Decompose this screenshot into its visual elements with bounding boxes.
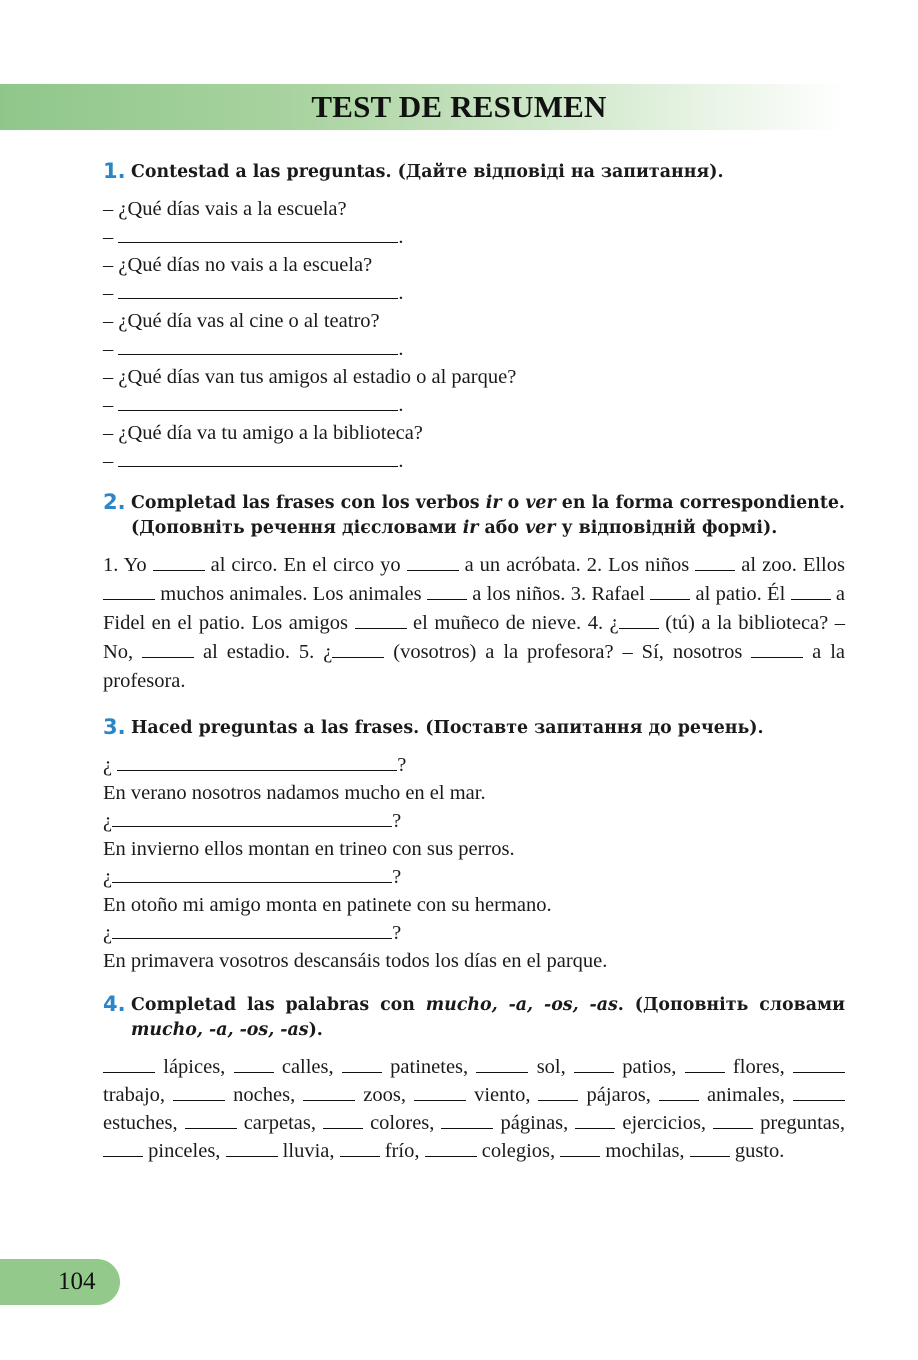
answer-suffix: .	[398, 394, 404, 416]
text: al zoo. Ellos	[735, 554, 845, 576]
gap-blank[interactable]	[226, 1138, 278, 1157]
answer-prefix: –	[103, 282, 114, 304]
sentence-4: En primavera vosotros descansáis todos los días en el parque.	[103, 950, 608, 972]
gap-blank[interactable]	[340, 1138, 380, 1157]
question-line-3	[103, 863, 845, 891]
task-2-number: 2.	[103, 490, 126, 514]
gap-blank[interactable]	[575, 1110, 615, 1129]
task-4-text-b: . (Доповніть словами	[617, 995, 846, 1015]
word: páginas,	[493, 1112, 576, 1134]
task-2-text-d: або	[478, 518, 526, 538]
answer-line-2	[103, 279, 845, 307]
question-2: – ¿Qué días no vais a la escuela?	[103, 254, 373, 276]
answer-blank[interactable]	[118, 336, 398, 355]
text: al estadio. 5. ¿	[194, 641, 333, 663]
word: flores,	[724, 1056, 793, 1078]
task-3-list	[103, 751, 845, 975]
word-forms: mucho, -a, -os, -as	[131, 1020, 309, 1040]
answer-line-3	[103, 335, 845, 363]
gap-blank[interactable]	[342, 1054, 382, 1073]
q-open: ¿	[103, 810, 113, 832]
gap-blank[interactable]	[793, 1054, 845, 1073]
answer-prefix: –	[103, 338, 114, 360]
text: 1. Yo	[103, 554, 153, 576]
word: mochilas,	[600, 1140, 690, 1162]
gap-blank[interactable]	[695, 552, 735, 571]
word: sol,	[528, 1056, 575, 1078]
gap-blank[interactable]	[303, 1082, 355, 1101]
task-4-text-c: ).	[308, 1020, 323, 1040]
gap-blank[interactable]	[685, 1054, 725, 1073]
gap-blank[interactable]	[323, 1110, 363, 1129]
q-open: ¿	[103, 754, 113, 776]
gap-blank[interactable]	[659, 1082, 699, 1101]
page-title: TEST DE RESUMEN	[311, 89, 607, 124]
worksheet-content	[103, 160, 845, 1165]
word: frío,	[379, 1140, 425, 1162]
q-close: ?	[392, 866, 402, 888]
question-4: – ¿Qué días van tus amigos al estadio o al parque?	[103, 366, 517, 388]
word: zoos,	[355, 1084, 415, 1106]
gap-blank[interactable]	[427, 581, 467, 600]
gap-blank[interactable]	[425, 1138, 477, 1157]
gap-blank[interactable]	[332, 639, 384, 658]
q-close: ?	[392, 922, 402, 944]
gap-blank[interactable]	[793, 1082, 845, 1101]
task-4-paragraph	[103, 1053, 845, 1165]
word: patios,	[614, 1056, 685, 1078]
word: estuches,	[103, 1112, 185, 1134]
task-2-text-e: у відповідній формі).	[555, 518, 778, 538]
word: lápices,	[155, 1056, 234, 1078]
answer-blank[interactable]	[118, 224, 398, 243]
gap-blank[interactable]	[153, 552, 205, 571]
gap-blank[interactable]	[751, 639, 803, 658]
word: carpetas,	[236, 1112, 324, 1134]
task-2-text-c: en la forma correspondiente. (Доповніть речення дієсловами	[131, 493, 845, 538]
answer-prefix: –	[103, 394, 114, 416]
text: (tú) a la biblioteca? – No,	[103, 612, 846, 663]
word: gusto.	[729, 1140, 785, 1162]
answer-blank[interactable]	[118, 448, 398, 467]
verb-ver: ver	[525, 518, 556, 538]
gap-blank[interactable]	[650, 581, 690, 600]
gap-blank[interactable]	[574, 1054, 614, 1073]
text: el muñeco de nieve. 4. ¿	[406, 612, 619, 634]
word: colores,	[363, 1112, 442, 1134]
task-2-instruction	[103, 491, 845, 541]
question-blank[interactable]	[117, 752, 397, 771]
answer-line-5	[103, 447, 845, 475]
gap-blank[interactable]	[142, 639, 194, 658]
gap-blank[interactable]	[791, 581, 831, 600]
answer-prefix: –	[103, 226, 114, 248]
task-1-text: Contestad a las preguntas. (Дайте відповіді на запитання).	[131, 162, 724, 182]
question-blank[interactable]	[112, 864, 392, 883]
text: al patio. Él	[690, 583, 791, 605]
task-1-number: 1.	[103, 159, 126, 183]
text: a los niños. 3. Rafael	[466, 583, 651, 605]
task-2-paragraph	[103, 551, 845, 696]
word: ejercicios,	[615, 1112, 714, 1134]
text: a Fidel en el patio. Los amigos	[103, 583, 845, 634]
task-3-text: Haced preguntas a las frases. (Поставте запитання до речень).	[131, 718, 764, 738]
verb-ver: ver	[525, 493, 556, 513]
task-3-number: 3.	[103, 715, 126, 739]
page-number: 104	[58, 1268, 96, 1295]
answer-suffix: .	[398, 226, 404, 248]
task-1-qa-list	[103, 195, 845, 475]
gap-blank[interactable]	[476, 1054, 528, 1073]
text: a la profesora.	[103, 641, 845, 692]
word: lluvia,	[277, 1140, 340, 1162]
question-line-1	[103, 751, 845, 779]
q-close: ?	[392, 810, 402, 832]
q-open: ¿	[103, 922, 113, 944]
word: animales,	[698, 1084, 793, 1106]
q-open: ¿	[103, 866, 113, 888]
gap-blank[interactable]	[173, 1082, 225, 1101]
gap-blank[interactable]	[538, 1082, 578, 1101]
text: a un acróbata. 2. Los niños	[458, 554, 696, 576]
gap-blank[interactable]	[619, 610, 659, 629]
gap-blank[interactable]	[103, 581, 155, 600]
word: pájaros,	[578, 1084, 659, 1106]
answer-line-1	[103, 223, 845, 251]
word: calles,	[273, 1056, 342, 1078]
question-blank[interactable]	[112, 920, 392, 939]
task-1-instruction	[103, 160, 845, 185]
gap-blank[interactable]	[414, 1082, 466, 1101]
answer-blank[interactable]	[118, 392, 398, 411]
gap-blank[interactable]	[713, 1110, 753, 1129]
task-2-text-b: o	[501, 493, 526, 513]
task-3-instruction	[103, 716, 845, 741]
gap-blank[interactable]	[407, 552, 459, 571]
question-3: – ¿Qué día vas al cine o al teatro?	[103, 310, 380, 332]
answer-suffix: .	[398, 282, 404, 304]
verb-ir: ir	[485, 493, 502, 513]
gap-blank[interactable]	[234, 1054, 274, 1073]
gap-blank[interactable]	[441, 1110, 493, 1129]
word: noches,	[225, 1084, 304, 1106]
text: muchos animales. Los animales	[155, 583, 427, 605]
text: (vosotros) a la profesora? – Sí, nosotros	[384, 641, 752, 663]
sentence-1: En verano nosotros nadamos mucho en el mar.	[103, 782, 486, 804]
word: colegios,	[476, 1140, 561, 1162]
answer-line-4	[103, 391, 845, 419]
gap-blank[interactable]	[103, 1138, 143, 1157]
task-4-instruction	[103, 993, 845, 1043]
gap-blank[interactable]	[103, 1054, 155, 1073]
answer-suffix: .	[398, 450, 404, 472]
word: patinetes,	[381, 1056, 477, 1078]
question-5: – ¿Qué día va tu amigo a la biblioteca?	[103, 422, 423, 444]
word: preguntas,	[753, 1112, 845, 1134]
task-4-number: 4.	[103, 992, 126, 1016]
sentence-2: En invierno ellos montan en trineo con sus perros.	[103, 838, 515, 860]
word-forms: mucho, -a, -os, -as	[425, 995, 618, 1015]
text: al circo. En el circo yo	[204, 554, 407, 576]
verb-ir: ir	[462, 518, 479, 538]
question-1: – ¿Qué días vais a la escuela?	[103, 198, 347, 220]
answer-suffix: .	[398, 338, 404, 360]
word: viento,	[466, 1084, 539, 1106]
gap-blank[interactable]	[560, 1138, 600, 1157]
sentence-3: En otoño mi amigo monta en patinete con su hermano.	[103, 894, 552, 916]
task-4-text-a: Completad las palabras con	[131, 995, 426, 1015]
q-close: ?	[397, 754, 407, 776]
gap-blank[interactable]	[690, 1138, 730, 1157]
word: pinceles,	[143, 1140, 226, 1162]
answer-blank[interactable]	[118, 280, 398, 299]
gap-blank[interactable]	[355, 610, 407, 629]
gap-blank[interactable]	[185, 1110, 237, 1129]
answer-prefix: –	[103, 450, 114, 472]
question-line-2	[103, 807, 845, 835]
task-2-text-a: Completad las frases con los verbos	[131, 493, 486, 513]
question-blank[interactable]	[112, 808, 392, 827]
question-line-4	[103, 919, 845, 947]
word: trabajo,	[103, 1084, 174, 1106]
